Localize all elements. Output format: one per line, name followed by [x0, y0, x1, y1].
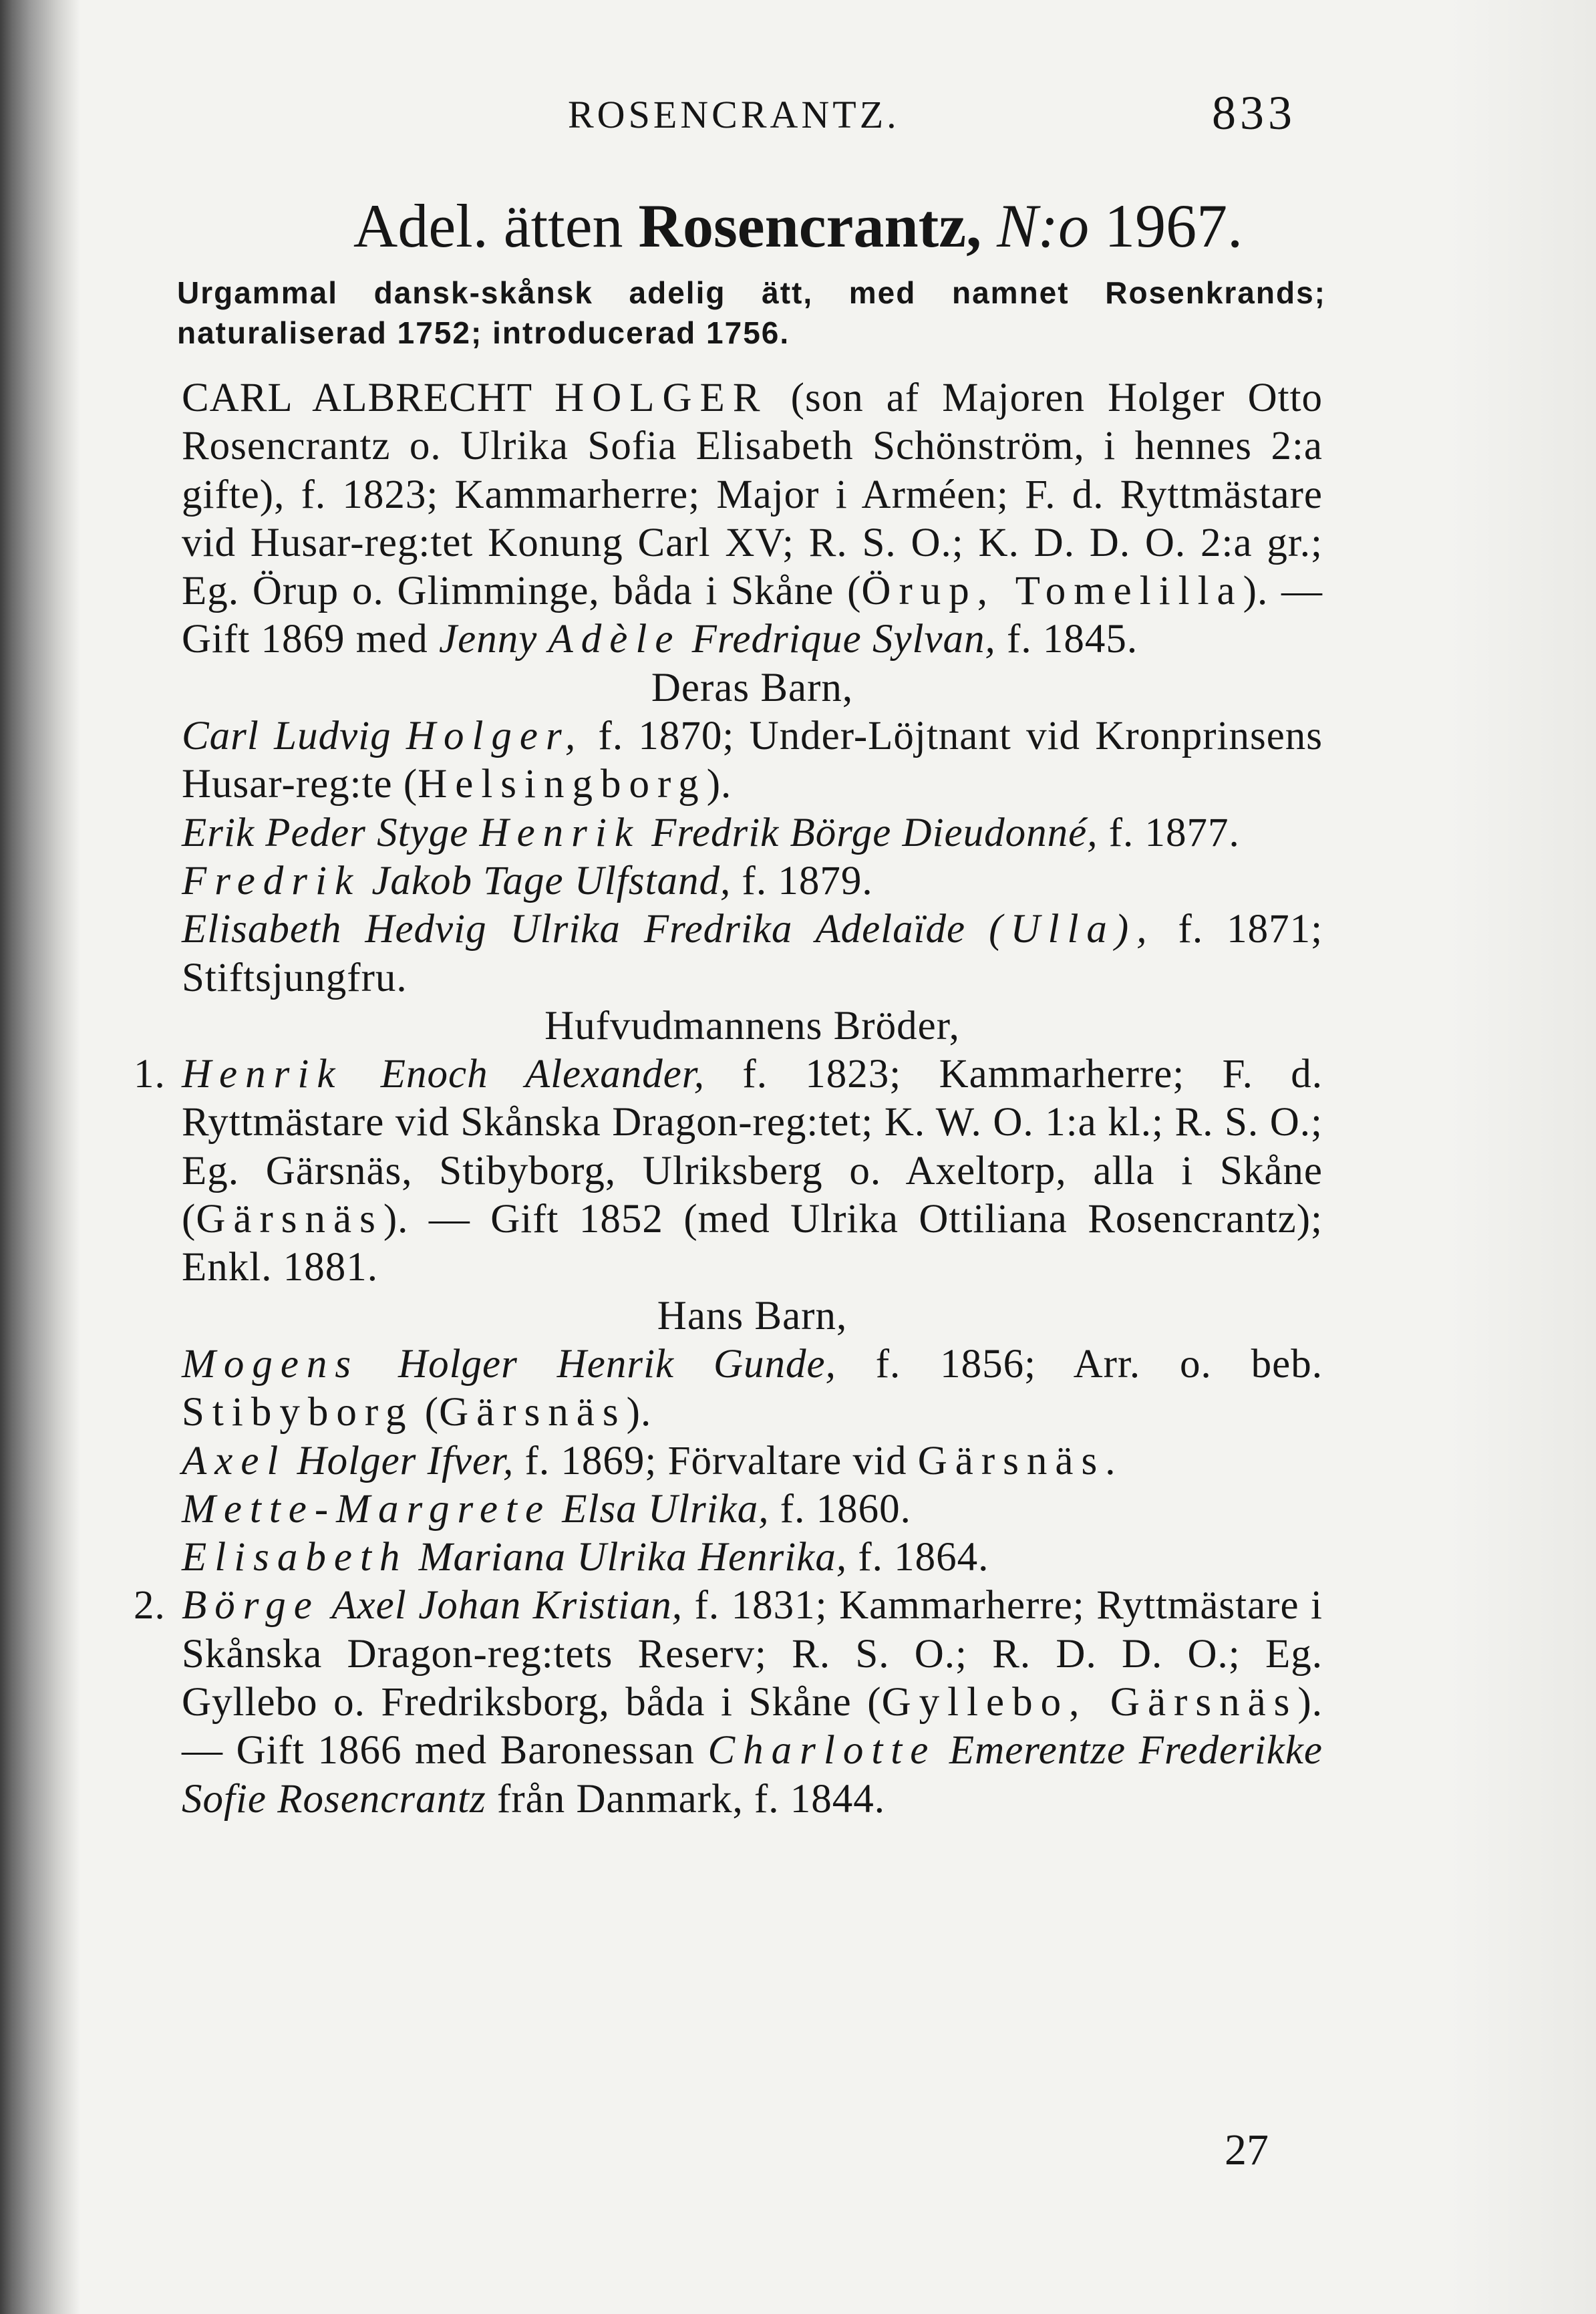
head-name-spaced: HOLGER [554, 376, 768, 420]
brother-number: 2. [134, 1583, 166, 1628]
children-heading: Deras Barn, [651, 665, 854, 710]
spouse-name-italic: Jenny [439, 617, 538, 662]
entry-body [134, 374, 1323, 1824]
title-family-name: Rosencrantz, [638, 192, 982, 260]
nephew-entry: Axel Holger Ifver, f. 1869; Förvaltare vid Gärsnäs. [182, 1438, 1124, 1483]
spouse-name-spaced: Adèle [548, 617, 681, 662]
signature-mark: 27 [1225, 2126, 1269, 2174]
child-entry: Fredrik Jakob Tage Ulfstand, f. 1879. [182, 858, 873, 903]
spouse-born: f. 1845. [1007, 617, 1138, 662]
brother-entry: 1. Henrik Enoch Alexander, f. 1823; Kammarherre; F. d. Ryttmästare vid Skånska Dragon-reg:tet; K. W. O. 1:a kl.; R. S. O.; Eg. Gärsnäs, Stibyborg, Ulriksberg o. Axeltorp, alla i Skåne (Gärsnäs). — Gift 1852 (med Ulrika Ottiliana Rosencrantz); Enkl. 1881. [134, 1052, 1323, 1290]
entry-subtitle: Urgammal dansk-skånsk adelig ätt, med namnet Rosenkrands; naturaliserad 1752; introducerad 1756. [177, 275, 1326, 350]
page-number: 833 [1212, 86, 1296, 140]
nephew-entry: Mogens Holger Henrik Gunde, f. 1856; Arr. o. beb. Stibyborg (Gärsnäs). [182, 1341, 1323, 1435]
book-binding-shadow [0, 0, 80, 2314]
child-entry: Elisabeth Hedvig Ulrika Fredrika Adelaïde (Ulla), f. 1871; Stiftsjungfru. [182, 907, 1323, 1000]
head-name-first: CARL ALBRECHT [182, 376, 532, 420]
title-number: 1967. [1104, 192, 1243, 260]
brothers-heading: Hufvudmannens Bröder, [544, 1003, 960, 1048]
title-prefix: Adel. ätten [353, 192, 623, 260]
niece-entry: Mette-Margrete Elsa Ulrika, f. 1860. [182, 1486, 911, 1532]
brother-children-heading: Hans Barn, [657, 1293, 848, 1338]
page-header [0, 86, 1596, 146]
title-no-label: N:o [997, 192, 1090, 260]
head-place: Örup, Tomelilla [861, 569, 1243, 614]
head-text: (son af Majoren Holger Otto Rosencrantz o. Ulrika Sofia Elisabeth Schönström, i hennes 2:a gifte), f. 1823; Kammarherre; Major i Arméen; F. d. Ryttmästare vid Husar-reg:tet Konung Carl XV; R. S. O.; K. D. D. O. 2:a gr.; Eg. Örup o. Glimminge, båda i Skåne ( [182, 376, 1323, 614]
child-entry: Carl Ludvig Holger, f. 1870; Under-Löjtnant vid Kronprinsens Husar-reg:te (Helsingborg). [182, 714, 1323, 807]
child-entry: Erik Peder Styge Henrik Fredrik Börge Dieudonné, f. 1877. [182, 810, 1240, 855]
head-of-family-paragraph [182, 374, 1323, 664]
spouse-name-italic-2: Fredrique Sylvan, [691, 617, 996, 662]
running-title: ROSENCRANTZ. [568, 93, 900, 136]
brother-number: 1. [134, 1052, 166, 1097]
brother-entry: 2. Börge Axel Johan Kristian, f. 1831; Kammarherre; Ryttmästare i Skånska Dragon-reg:tets Reserv; R. S. O.; R. D. D. O.; Eg. Gyllebo o. Fredriksborg, båda i Skåne (Gyllebo, Gärsnäs). — Gift 1866 med Baronessan Charlotte Emerentze Frederikke Sofie Rosencrantz från Danmark, f. 1844. [134, 1583, 1323, 1822]
page-bleed-through [1450, 0, 1596, 2314]
head-text-after: ). — Gift 1869 med [182, 569, 1323, 662]
niece-entry: Elisabeth Mariana Ulrika Henrika, f. 1864. [182, 1535, 989, 1580]
entry-title [0, 190, 1596, 261]
